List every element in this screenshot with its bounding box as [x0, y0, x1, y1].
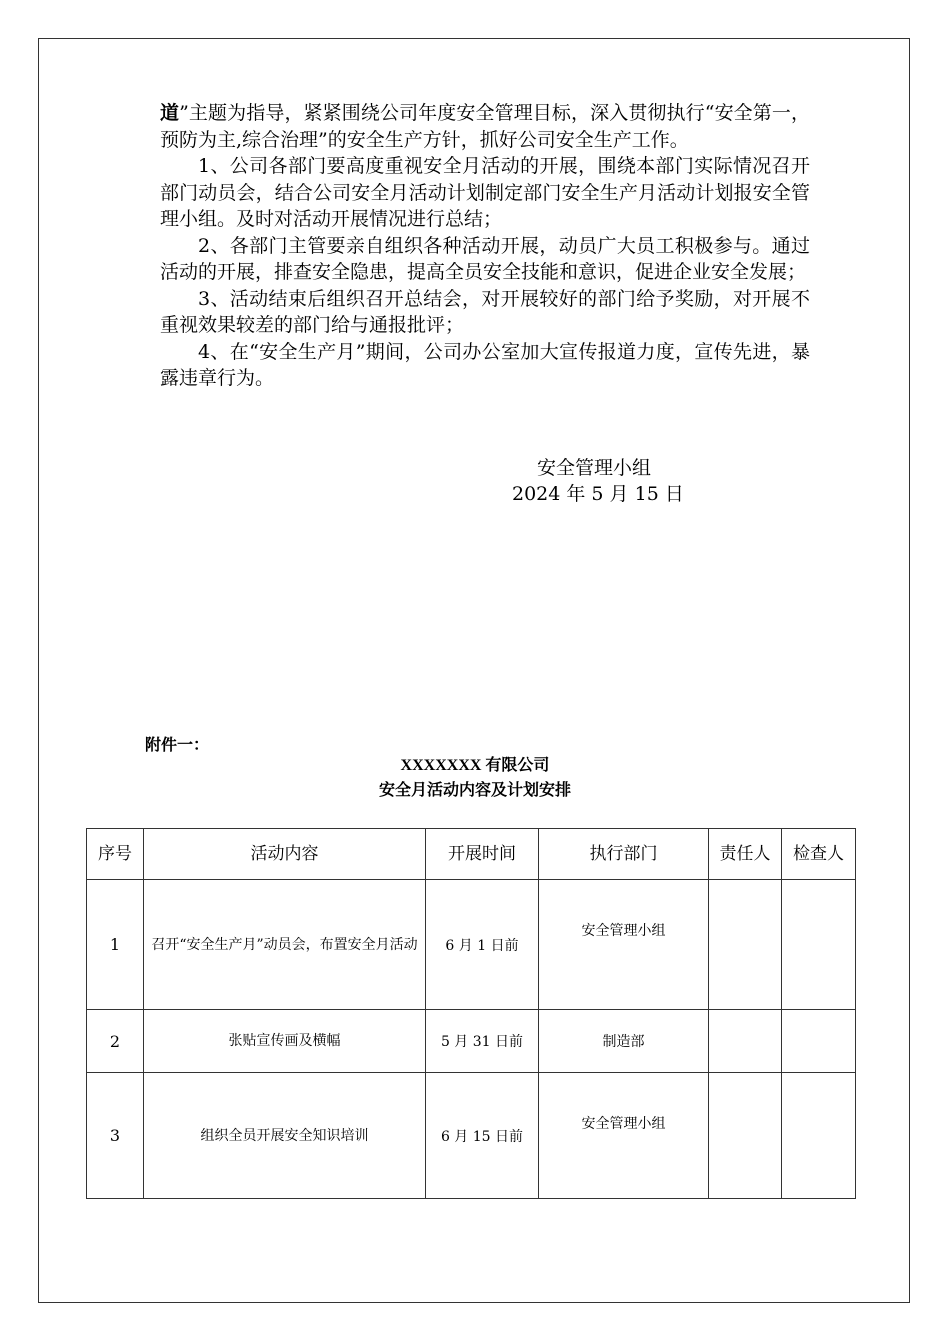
signature-date: 2024 年 5 月 15 日	[512, 483, 684, 505]
cell-no: 1	[87, 880, 144, 1010]
header-time: 开展时间	[426, 829, 539, 880]
cell-no: 2	[87, 1010, 144, 1073]
cell-dept: 安全管理小组	[539, 880, 709, 1010]
header-owner: 责任人	[709, 829, 782, 880]
activity-plan-table	[86, 828, 856, 1199]
signature-org: 安全管理小组	[537, 457, 652, 479]
company-name: XXXXXXX 有限公司	[400, 757, 550, 774]
cell-content: 召开“安全生产月”动员会，布置安全月活动	[144, 880, 426, 1010]
header-content: 活动内容	[144, 829, 426, 880]
cell-checker	[782, 1010, 856, 1073]
cell-time: 6 月 15 日前	[426, 1073, 539, 1199]
header-no: 序号	[87, 829, 144, 880]
paragraph-4: 3、活动结束后组织召开总结会，对开展较好的部门给予奖励，对开展不重视效果较差的部门给与通报批评；	[160, 287, 810, 336]
signature-block	[490, 455, 730, 507]
cell-owner	[709, 1010, 782, 1073]
table-row	[87, 1010, 856, 1073]
table-header-row	[87, 829, 856, 880]
table-row	[87, 880, 856, 1010]
table-title: 安全月活动内容及计划安排	[378, 780, 571, 799]
cell-checker	[782, 1073, 856, 1199]
paragraph-1-bold: 道	[160, 102, 180, 124]
paragraph-5: 4、在“安全生产月”期间，公司办公室加大宣传报道力度，宣传先进，暴露违章行为。	[160, 340, 810, 389]
cell-dept: 安全管理小组	[539, 1073, 709, 1199]
cell-content: 组织全员开展安全知识培训	[144, 1073, 426, 1199]
paragraph-1-text: ”主题为指导，紧紧围绕公司年度安全管理目标，深入贯彻执行“安全第一，预防为主,综合治理”的安全生产方针，抓好公司安全生产工作。	[160, 102, 810, 151]
attachment-label: 附件一：	[145, 735, 210, 754]
header-checker: 检查人	[782, 829, 856, 880]
table-row	[87, 1073, 856, 1199]
cell-content: 张贴宣传画及横幅	[144, 1010, 426, 1073]
header-dept: 执行部门	[539, 829, 709, 880]
paragraph-3: 2、各部门主管要亲自组织各种活动开展，动员广大员工积极参与。通过活动的开展，排查安全隐患，提高全员安全技能和意识，促进企业安全发展；	[160, 234, 810, 283]
cell-owner	[709, 1073, 782, 1199]
cell-no: 3	[87, 1073, 144, 1199]
paragraph-2: 1、公司各部门要高度重视安全月活动的开展，围绕本部门实际情况召开部门动员会，结合公司安全月活动计划制定部门安全生产月活动计划报安全管理小组。及时对活动开展情况进行总结；	[160, 155, 810, 230]
body-text	[160, 100, 810, 392]
cell-checker	[782, 880, 856, 1010]
cell-owner	[709, 880, 782, 1010]
cell-dept: 制造部	[539, 1010, 709, 1073]
cell-time: 6 月 1 日前	[426, 880, 539, 1010]
cell-time: 5 月 31 日前	[426, 1010, 539, 1073]
paragraph-1	[160, 100, 810, 153]
